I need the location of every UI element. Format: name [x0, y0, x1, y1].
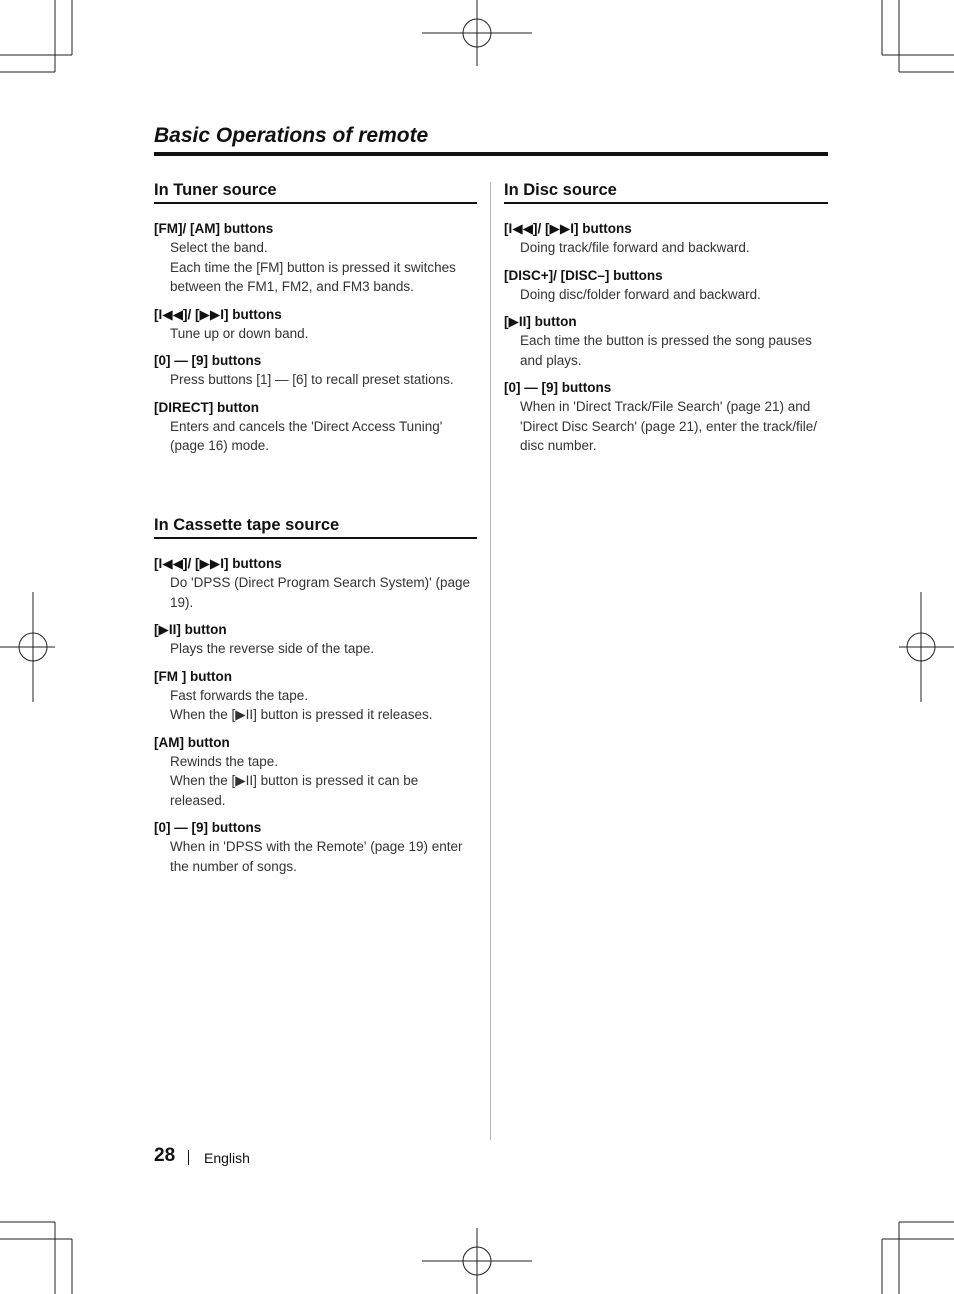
button-label: [0] — [9] buttons: [154, 820, 262, 835]
column-divider: [490, 182, 491, 1140]
button-label: [▶II] button: [504, 314, 577, 329]
disc-heading: In Disc source: [504, 180, 828, 204]
description-line: between the FM1, FM2, and FM3 bands.: [170, 279, 414, 294]
cassette-item: [154, 733, 477, 811]
cassette-item: [154, 667, 477, 725]
tuner-item: [154, 351, 477, 390]
description-line: Do 'DPSS (Direct Program Search System)' (page: [170, 575, 470, 590]
description-line: Each time the [FM] button is pressed it switches: [170, 259, 456, 275]
button-label: [AM] button: [154, 734, 230, 750]
registration-mark-bottom: [422, 1228, 532, 1294]
registration-mark-top: [422, 0, 532, 66]
description-line: (page 16) mode.: [170, 438, 270, 453]
description-line: Each time the button is pressed the song pauses: [520, 333, 812, 348]
page-title: Basic Operations of remote: [154, 124, 429, 147]
description-line: Plays the reverse side of the tape.: [170, 641, 375, 656]
tuner-item: [154, 398, 477, 456]
disc-item: [504, 266, 828, 305]
button-label: [0] — [9] buttons: [504, 380, 612, 395]
description-line: Enters and cancels the 'Direct Access Tuning': [170, 418, 443, 434]
button-label: [I◀◀]/ [▶▶I] buttons: [504, 221, 632, 236]
page-language: English: [204, 1150, 250, 1166]
cassette-item: [154, 554, 477, 612]
description-line: and plays.: [520, 352, 582, 368]
tuner-heading: In Tuner source: [154, 180, 477, 204]
cassette-heading: In Cassette tape source: [154, 515, 477, 539]
page-number: 28: [154, 1145, 176, 1166]
description-line: When the [▶II] button is pressed it releases.: [170, 707, 433, 722]
button-label: [I◀◀]/ [▶▶I] buttons: [154, 306, 282, 322]
tuner-section: [154, 180, 477, 464]
button-label: [I◀◀]/ [▶▶I] buttons: [154, 556, 282, 571]
button-label: [▶II] button: [154, 622, 227, 637]
description-line: When the [▶II] button is pressed it can be: [170, 773, 419, 788]
description-line: 'Direct Disc Search' (page 21), enter the track/file/: [520, 418, 818, 434]
cassette-section: [154, 515, 477, 884]
description-line: the number of songs.: [170, 858, 297, 874]
registration-mark-left: [0, 592, 55, 702]
disc-item: [504, 219, 828, 258]
button-label: [0] — [9] buttons: [154, 353, 262, 368]
footer-separator: [188, 1150, 189, 1165]
description-line: When in 'Direct Track/File Search' (page 21) and: [520, 399, 811, 414]
button-label: [DIRECT] button: [154, 399, 259, 415]
title-rule: [154, 152, 828, 156]
disc-item: [504, 378, 828, 456]
description-line: Press buttons [1] — [6] to recall preset stations.: [170, 372, 454, 387]
description-line: Tune up or down band.: [170, 325, 309, 341]
description-line: Fast forwards the tape.: [170, 687, 309, 703]
description-line: Doing disc/folder forward and backward.: [520, 286, 761, 302]
description-line: 19).: [170, 594, 194, 610]
description-line: When in 'DPSS with the Remote' (page 19) enter: [170, 839, 463, 854]
description-line: Doing track/file forward and backward.: [520, 240, 750, 255]
disc-item: [504, 312, 828, 370]
button-label: [DISC+]/ [DISC–] buttons: [504, 267, 663, 283]
cassette-item: [154, 620, 477, 659]
tuner-item: [154, 305, 477, 344]
description-line: Rewinds the tape.: [170, 753, 279, 769]
registration-mark-right: [899, 592, 954, 702]
cassette-item: [154, 818, 477, 876]
disc-section: [504, 180, 828, 464]
description-line: released.: [170, 792, 226, 808]
button-label: [FM]/ [AM] buttons: [154, 221, 274, 236]
description-line: Select the band.: [170, 240, 268, 255]
button-label: [FM ] button: [154, 668, 232, 684]
tuner-item: [154, 219, 477, 297]
description-line: disc number.: [520, 438, 597, 453]
